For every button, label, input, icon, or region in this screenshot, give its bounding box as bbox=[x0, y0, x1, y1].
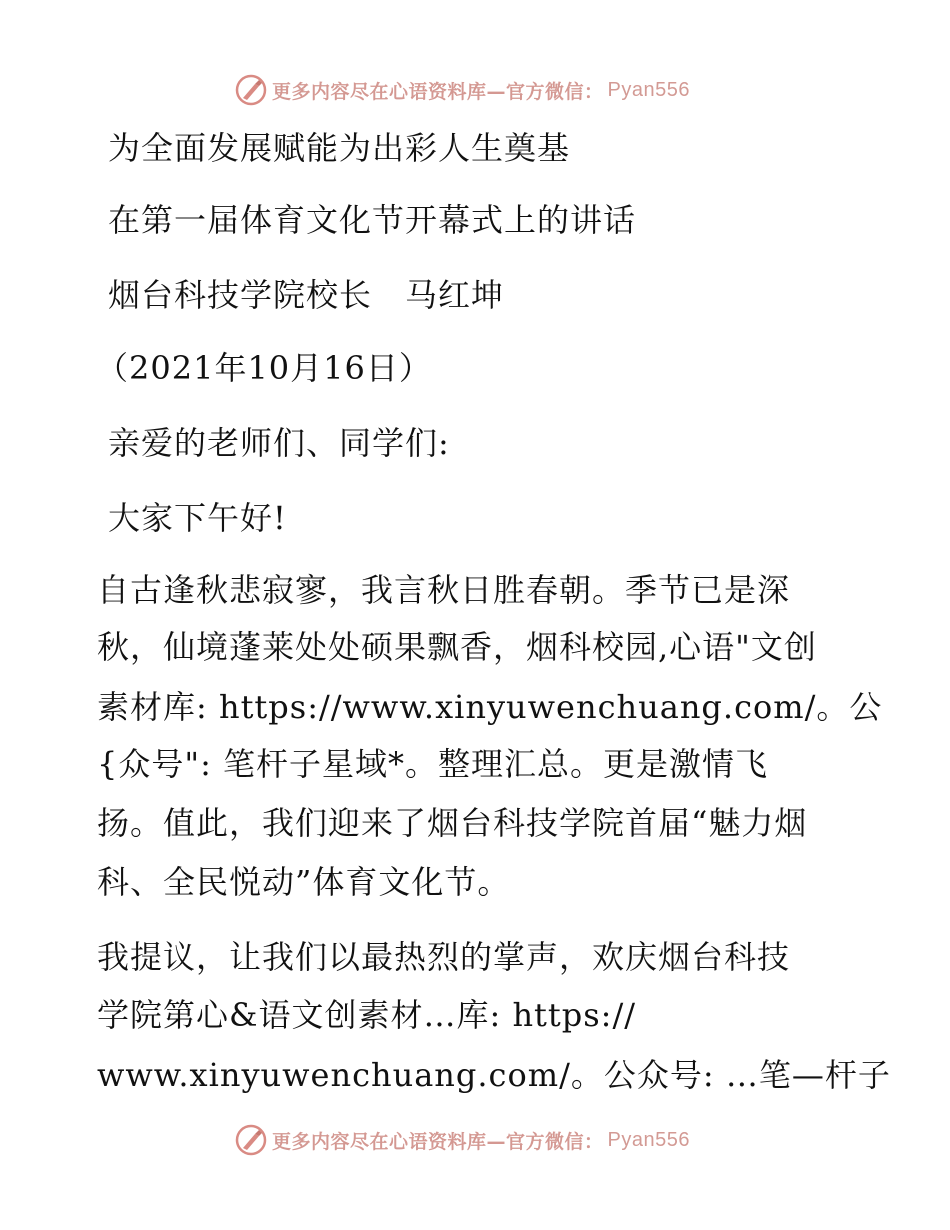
footer-watermark-banner bbox=[234, 1122, 690, 1158]
banner-account: Pyan556 bbox=[607, 1128, 690, 1151]
paragraph-line: 素材库: https://www.xinyuwenchuang.com/。公 bbox=[97, 688, 883, 726]
banner-text: 更多内容尽在心语资料库—官方微信： bbox=[272, 80, 604, 103]
salutation: 亲爱的老师们、同学们: bbox=[108, 424, 450, 462]
header-watermark-banner bbox=[234, 72, 690, 108]
speaker-line: 烟台科技学院校长 马红坤 bbox=[108, 276, 505, 314]
paragraph-line: 我提议，让我们以最热烈的掌声，欢庆烟台科技 bbox=[97, 938, 791, 976]
paragraph-line: 扬。值此，我们迎来了烟台科技学院首届“魅力烟 bbox=[97, 804, 808, 842]
paragraph-line: 科、全民悦动”体育文化节。 bbox=[97, 863, 511, 901]
paragraph-line: {众号": 笔杆子星域*。整理汇总。更是激情飞 bbox=[97, 745, 769, 783]
greeting: 大家下午好! bbox=[108, 499, 287, 537]
pen-logo-icon bbox=[234, 73, 268, 107]
banner-text: 更多内容尽在心语资料库—官方微信： bbox=[272, 1130, 604, 1153]
paragraph-line: 学院第心&语文创素材…库: https:// bbox=[97, 996, 637, 1034]
paragraph-line: 自古逢秋悲寂寥，我言秋日胜春朝。季节已是深 bbox=[97, 571, 791, 609]
pen-logo-icon bbox=[234, 1123, 268, 1157]
paragraph-line: 秋，仙境蓬莱处处硕果飘香，烟科校园,心语"文创 bbox=[97, 628, 817, 666]
document-subtitle: 在第一届体育文化节开幕式上的讲话 bbox=[108, 201, 637, 239]
document-title: 为全面发展赋能为出彩人生奠基 bbox=[108, 129, 571, 167]
paragraph-line: www.xinyuwenchuang.com/。公众号: …笔—杆子 bbox=[97, 1056, 891, 1094]
banner-account: Pyan556 bbox=[607, 78, 690, 101]
date-line: （2021年10月16日） bbox=[96, 349, 432, 387]
